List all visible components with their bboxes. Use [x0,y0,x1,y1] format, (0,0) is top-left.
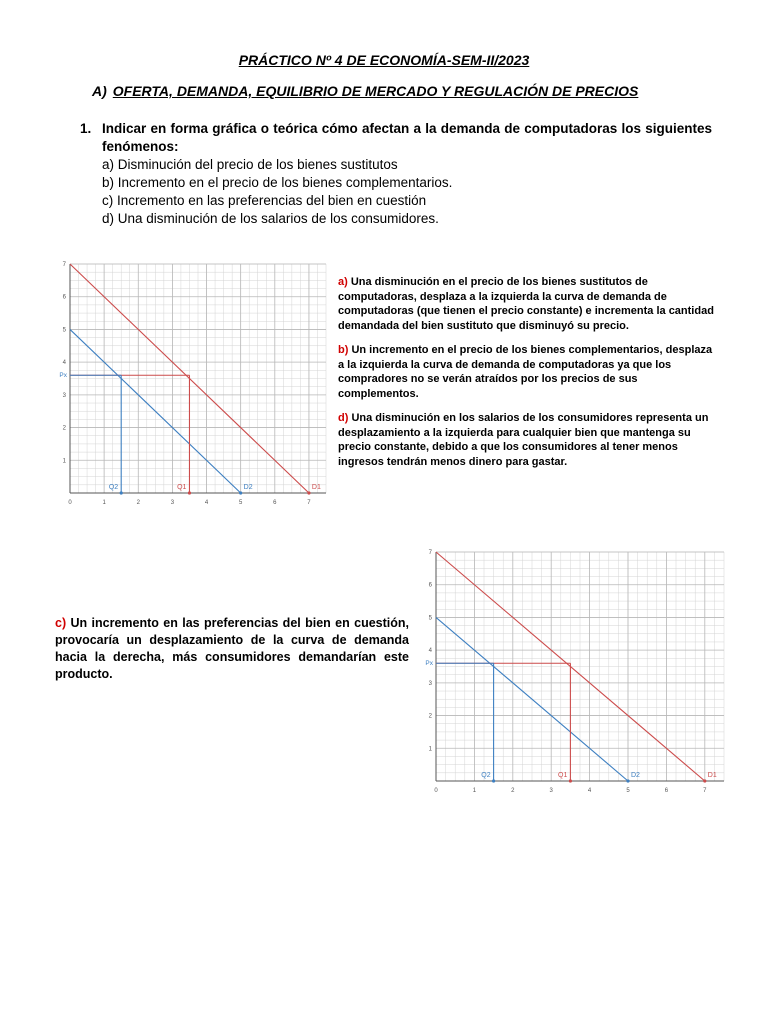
y-tick-label: 3 [428,680,432,687]
y-tick-label: 7 [428,550,432,556]
y-tick-label: 2 [62,425,66,432]
demand-label-d1: D1 [311,484,321,491]
x-tick-label: 7 [703,788,707,793]
answer-d [338,411,718,469]
x-tick-label: 6 [273,500,277,505]
y-tick-label: 6 [62,294,66,301]
answer-c-text: Un incremento en las preferencias del bien en cuestión, provocaría un desplazamiento de la curva de demanda hacia la derecha, más consumidores demandarían este producto. [55,616,409,681]
answers-column [338,275,718,479]
demand-label-d2: D2 [243,484,253,491]
question-options [102,156,712,228]
answer-a-label: a) [338,276,348,288]
answer-b-text: Un incremento en el precio de los bienes complementarios, desplaza a la izquierda la curva de demanda de computadoras ya que los compradores no se verán atraídos por los precios de sus complementos. [338,344,713,400]
y-tick-label: 2 [428,713,432,720]
price-label: Px [59,372,67,380]
x-tick-label: 0 [434,788,438,793]
answer-c-label: c) [55,616,67,630]
x-tick-label: 6 [664,788,669,793]
answer-b-label: b) [338,344,349,356]
option-c: c) Incremento en las preferencias del bien en cuestión [102,193,427,208]
answer-a-text: Una disminución en el precio de los bienes sustitutos de computadoras, desplaza a la izquierda la curva de demanda de computadoras (que tienen el precio constante) e incrementa la cantidad demandada del bien sustituto que disminuyó su precio. [338,276,714,332]
option-d: d) Una disminución de los salarios de los consumidores. [102,211,439,226]
price-label: Px [425,660,433,668]
y-tick-label: 7 [62,262,66,268]
demand-graph-2 [420,548,730,793]
x-tick-label: 0 [68,500,72,505]
demand-endpoint-d1 [307,491,310,494]
section-label: A) [92,83,107,99]
x-tick-label: 5 [238,500,243,505]
demand-graph-1 [55,260,330,505]
quantity-point-q2 [492,779,495,782]
section-title: OFERTA, DEMANDA, EQUILIBRIO DE MERCADO Y REGULACIÓN DE PRECIOS [112,83,639,99]
quantity-label-q2: Q2 [108,484,119,491]
x-tick-label: 2 [136,500,140,505]
x-tick-label: 1 [102,500,106,505]
y-tick-label: 6 [428,582,432,589]
quantity-point-q2 [120,491,123,494]
answer-a [338,275,718,333]
demand-endpoint-d2 [626,779,629,782]
x-tick-label: 2 [511,788,515,793]
quantity-label-q2: Q2 [481,772,491,779]
y-tick-label: 1 [428,746,432,753]
x-tick-label: 7 [307,500,311,505]
quantity-point-q1 [188,491,191,494]
y-tick-label: 1 [62,458,66,465]
y-tick-label: 4 [428,648,432,655]
question-text: Indicar en forma gráfica o teórica cómo afectan a la demanda de computadoras los siguientes fenómenos: [102,121,712,154]
demand-label-d1: D1 [707,772,717,779]
x-tick-label: 1 [472,788,477,793]
demand-label-d2: D2 [631,772,640,779]
y-tick-label: 5 [62,327,66,334]
quantity-point-q1 [569,779,572,782]
quantity-label-q1: Q1 [177,484,187,491]
option-b: b) Incremento en el precio de los bienes complementarios. [102,175,453,190]
answer-c [55,615,409,683]
quantity-label-q1: Q1 [558,772,568,779]
y-tick-label: 5 [428,615,432,622]
option-a: a) Disminución del precio de los bienes sustitutos [102,157,398,172]
answer-d-label: d) [338,412,349,424]
x-tick-label: 3 [170,500,175,505]
x-tick-label: 4 [204,500,209,505]
question-1 [80,120,712,228]
answer-b [338,343,718,401]
x-tick-label: 4 [587,788,592,793]
page-title: PRÁCTICO Nº 4 DE ECONOMÍA-SEM-II/2023 [238,52,530,68]
section-heading [92,83,638,99]
x-tick-label: 3 [549,788,553,793]
y-tick-label: 4 [62,360,66,367]
answer-d-text: Una disminución en los salarios de los consumidores representa un desplazamiento a la izquierda para cualquier bien que mantenga su precio constante, debido a que los consumidores al tener menos ingresos tendrán menos dinero para gastar. [338,412,709,468]
demand-endpoint-d1 [703,779,706,782]
demand-endpoint-d2 [239,491,242,494]
y-tick-label: 3 [62,392,66,399]
question-number: 1. [80,121,92,136]
x-tick-label: 5 [626,788,630,793]
